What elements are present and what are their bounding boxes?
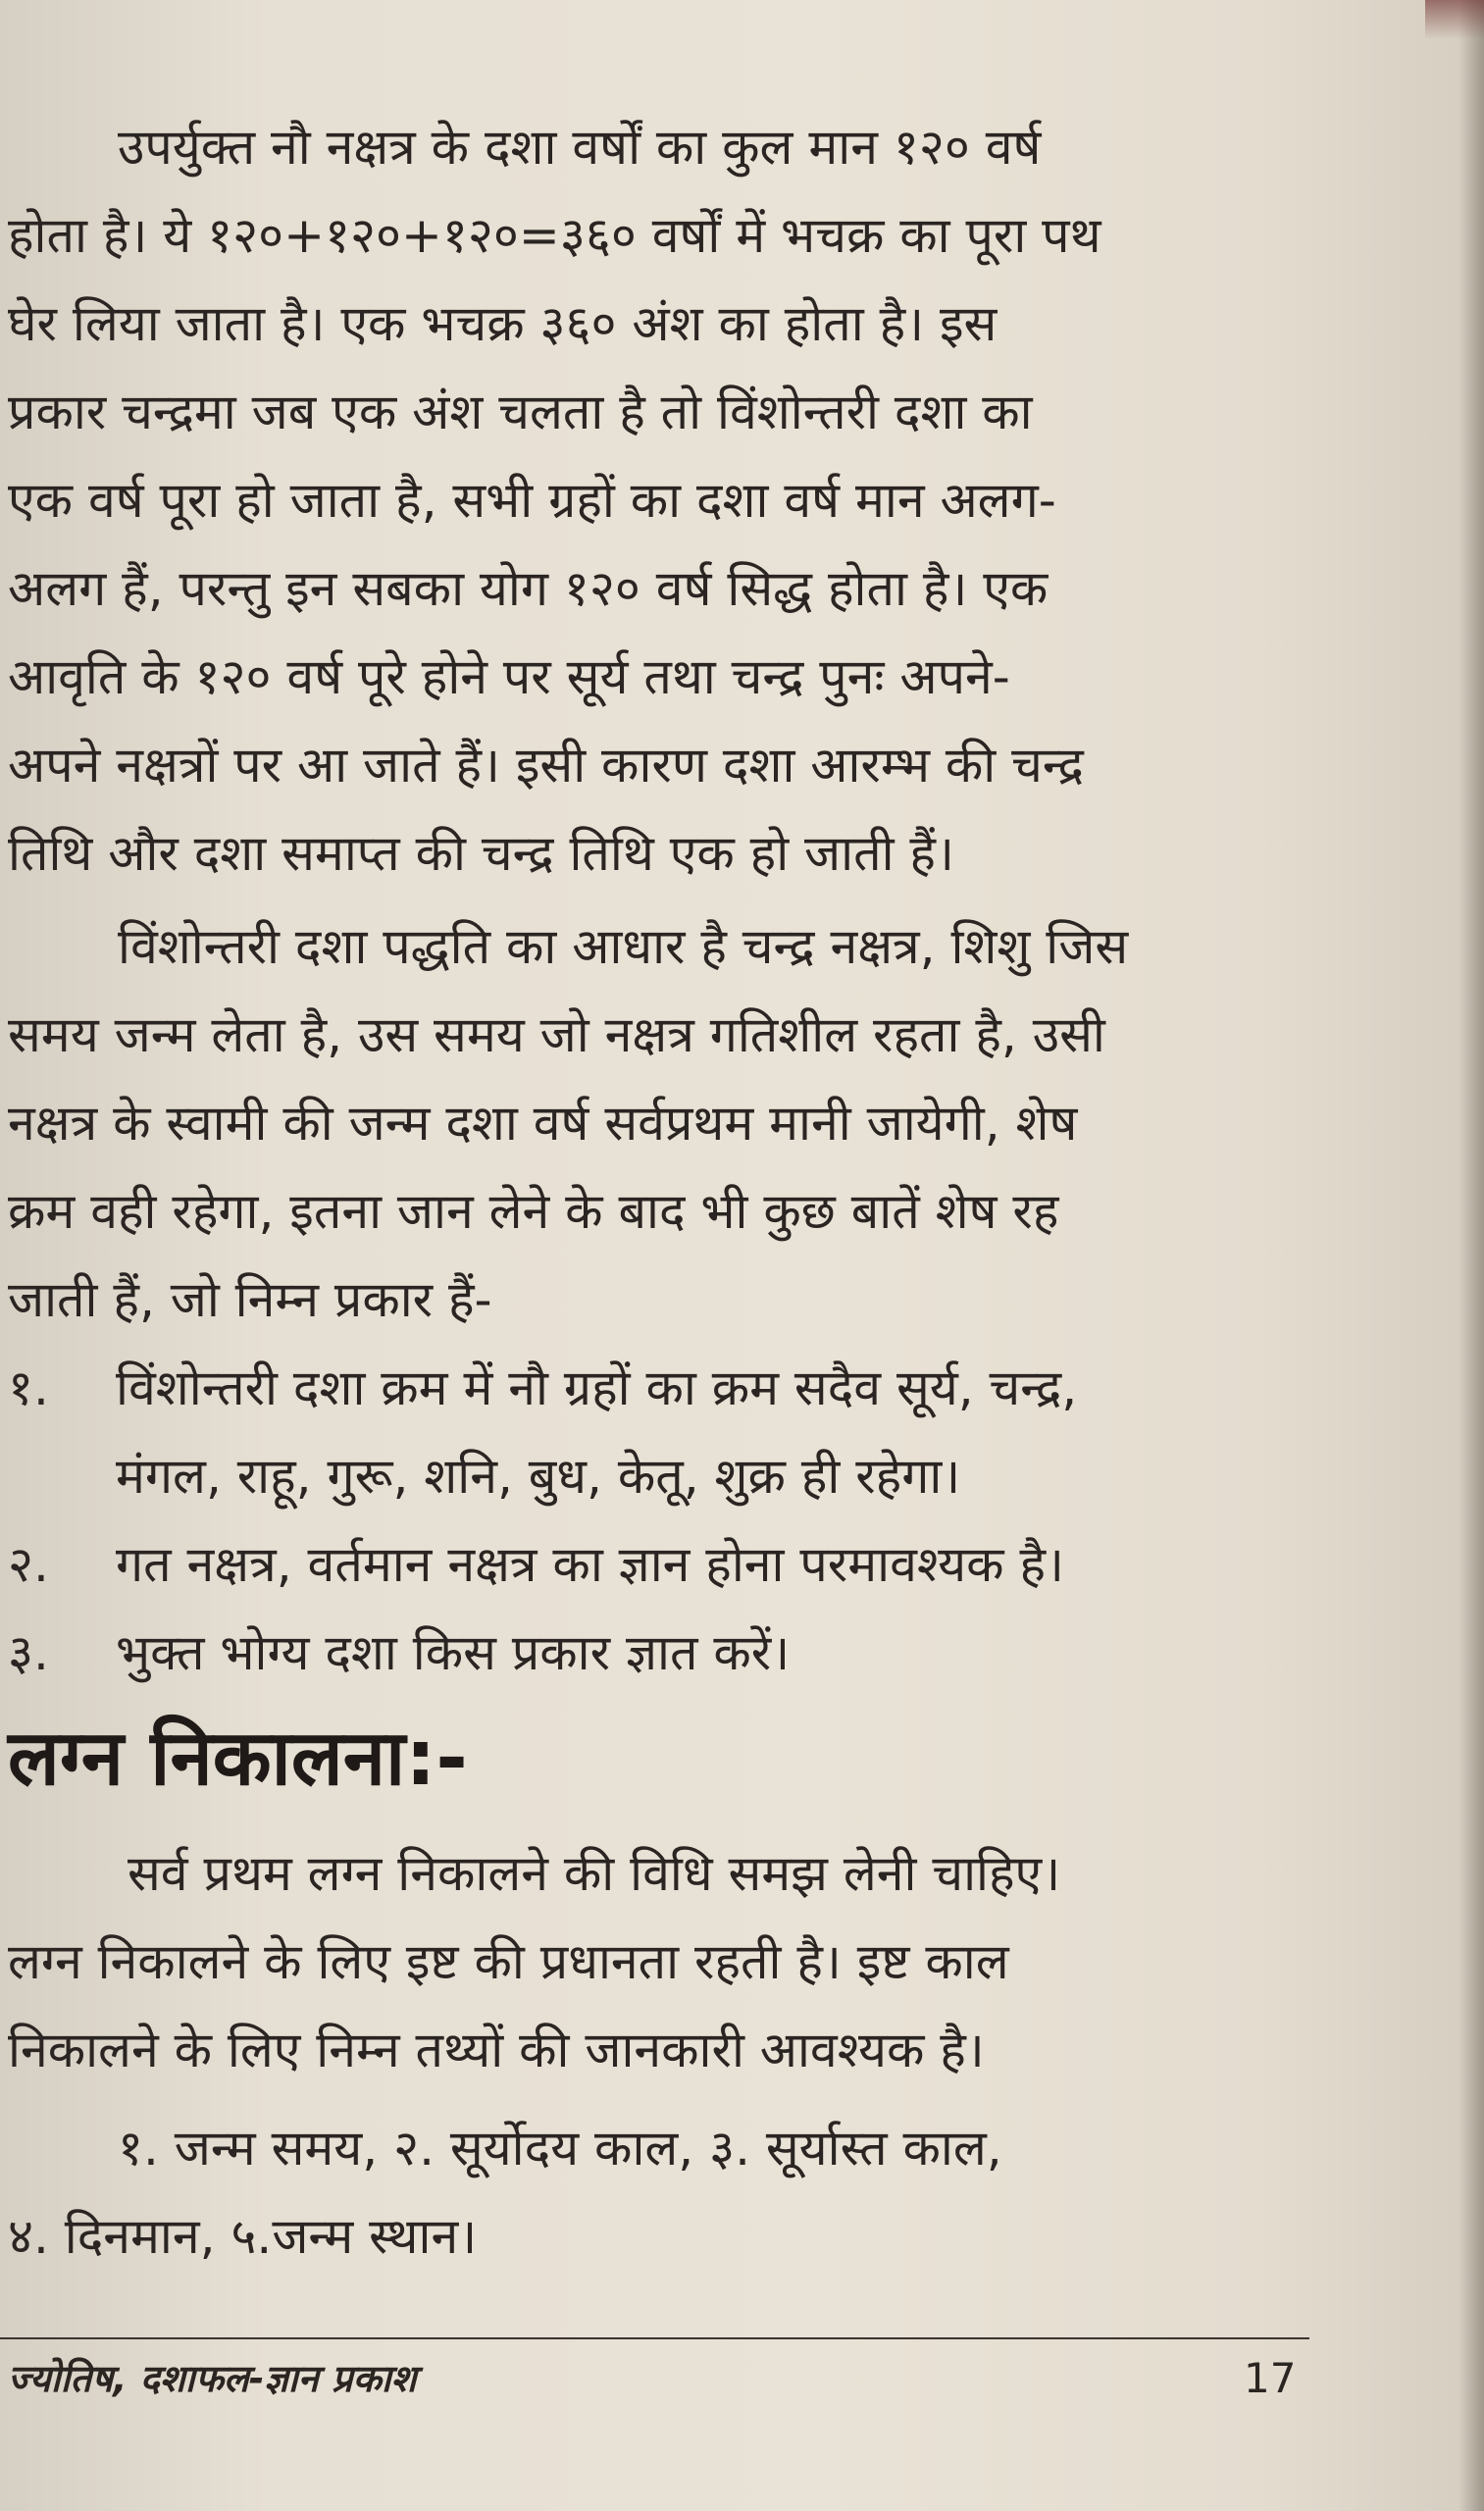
list-item-3-number: ३.	[8, 1624, 49, 1681]
footer-rule	[0, 2337, 1309, 2339]
list-item-3	[8, 1623, 1373, 1682]
page-edge-shadow	[1458, 0, 1484, 2511]
footer-book-title: ज्योतिष, दशाफल-ज्ञान प्रकाश	[8, 2357, 417, 2400]
paragraph-1-line-6: अलग हैं, परन्तु इन सबका योग १२० वर्ष सिद्ध होता है। एक	[8, 560, 1049, 617]
list-item-1-number: १.	[8, 1359, 49, 1416]
paragraph-2-line-1: विंशोन्तरी दशा पद्धति का आधार है चन्द्र नक्षत्र, शिशु जिस	[118, 918, 1129, 975]
paragraph-2-line-2: समय जन्म लेता है, उस समय जो नक्षत्र गतिशील रहता है, उसी	[8, 1006, 1105, 1063]
paragraph-2-line-5: जाती हैं, जो निम्न प्रकार हैं-	[8, 1271, 492, 1328]
paragraph-1-line-3: घेर लिया जाता है। एक भचक्र ३६० अंश का होता है। इस	[8, 295, 998, 352]
section-heading: लग्न निकालना:-	[8, 1715, 468, 1803]
paragraph-1-line-4: प्रकार चन्द्रमा जब एक अंश चलता है तो विंशोन्तरी दशा का	[8, 384, 1033, 440]
paragraph-1-line-7: आवृति के १२० वर्ष पूरे होने पर सूर्य तथा चन्द्र पुनः अपने-	[8, 648, 1010, 705]
paragraph-1-line-9: तिथि और दशा समाप्त की चन्द्र तिथि एक हो जाती हैं।	[8, 825, 954, 882]
paragraph-1-line-5: एक वर्ष पूरा हो जाता है, सभी ग्रहों का दशा वर्ष मान अलग-	[8, 472, 1056, 529]
paragraph-1-line-2: होता है। ये १२०+१२०+१२०=३६० वर्षों में भचक्र का पूरा पथ	[8, 207, 1101, 264]
page-number: 17	[1244, 2354, 1297, 2402]
list-item-2	[8, 1535, 1373, 1594]
paragraph-2-line-3: नक्षत्र के स्वामी की जन्म दशा वर्ष सर्वप्रथम मानी जायेगी, शेष	[8, 1095, 1078, 1152]
paragraph-4-line-1: १. जन्म समय, २. सूर्योदय काल, ३. सूर्यास्त काल,	[118, 2120, 1002, 2177]
paragraph-1-line-8: अपने नक्षत्रों पर आ जाते हैं। इसी कारण दशा आरम्भ की चन्द्र	[8, 737, 1084, 794]
paragraph-3-line-1: सर्व प्रथम लग्न निकालने की विधि समझ लेनी चाहिए।	[128, 1845, 1061, 1902]
paragraph-4-line-2: ४. दिनमान, ५.जन्म स्थान।	[8, 2208, 478, 2265]
list-item-1-continuation: मंगल, राहू, गुरू, शनि, बुध, केतू, शुक्र ही रहेगा।	[116, 1448, 961, 1505]
list-item-2-number: २.	[8, 1536, 49, 1593]
list-item-1	[8, 1358, 1373, 1417]
paragraph-1-line-1: उपर्युक्त नौ नक्षत्र के दशा वर्षों का कुल मान १२० वर्ष	[118, 119, 1042, 176]
list-item-2-text: गत नक्षत्र, वर्तमान नक्षत्र का ज्ञान होना परमावश्यक है।	[116, 1536, 1064, 1593]
paragraph-2-line-4: क्रम वही रहेगा, इतना जान लेने के बाद भी कुछ बातें शेष रह	[8, 1183, 1059, 1240]
cover-edge	[1425, 0, 1484, 39]
list-item-1-text: विंशोन्तरी दशा क्रम में नौ ग्रहों का क्रम सदैव सूर्य, चन्द्र,	[116, 1359, 1078, 1416]
list-item-3-text: भुक्त भोग्य दशा किस प्रकार ज्ञात करें।	[116, 1624, 791, 1681]
paragraph-3-line-2: लग्न निकालने के लिए इष्ट की प्रधानता रहती है। इष्ट काल	[8, 1933, 1009, 1990]
paragraph-3-line-3: निकालने के लिए निम्न तथ्यों की जानकारी आवश्यक है।	[8, 2022, 985, 2078]
